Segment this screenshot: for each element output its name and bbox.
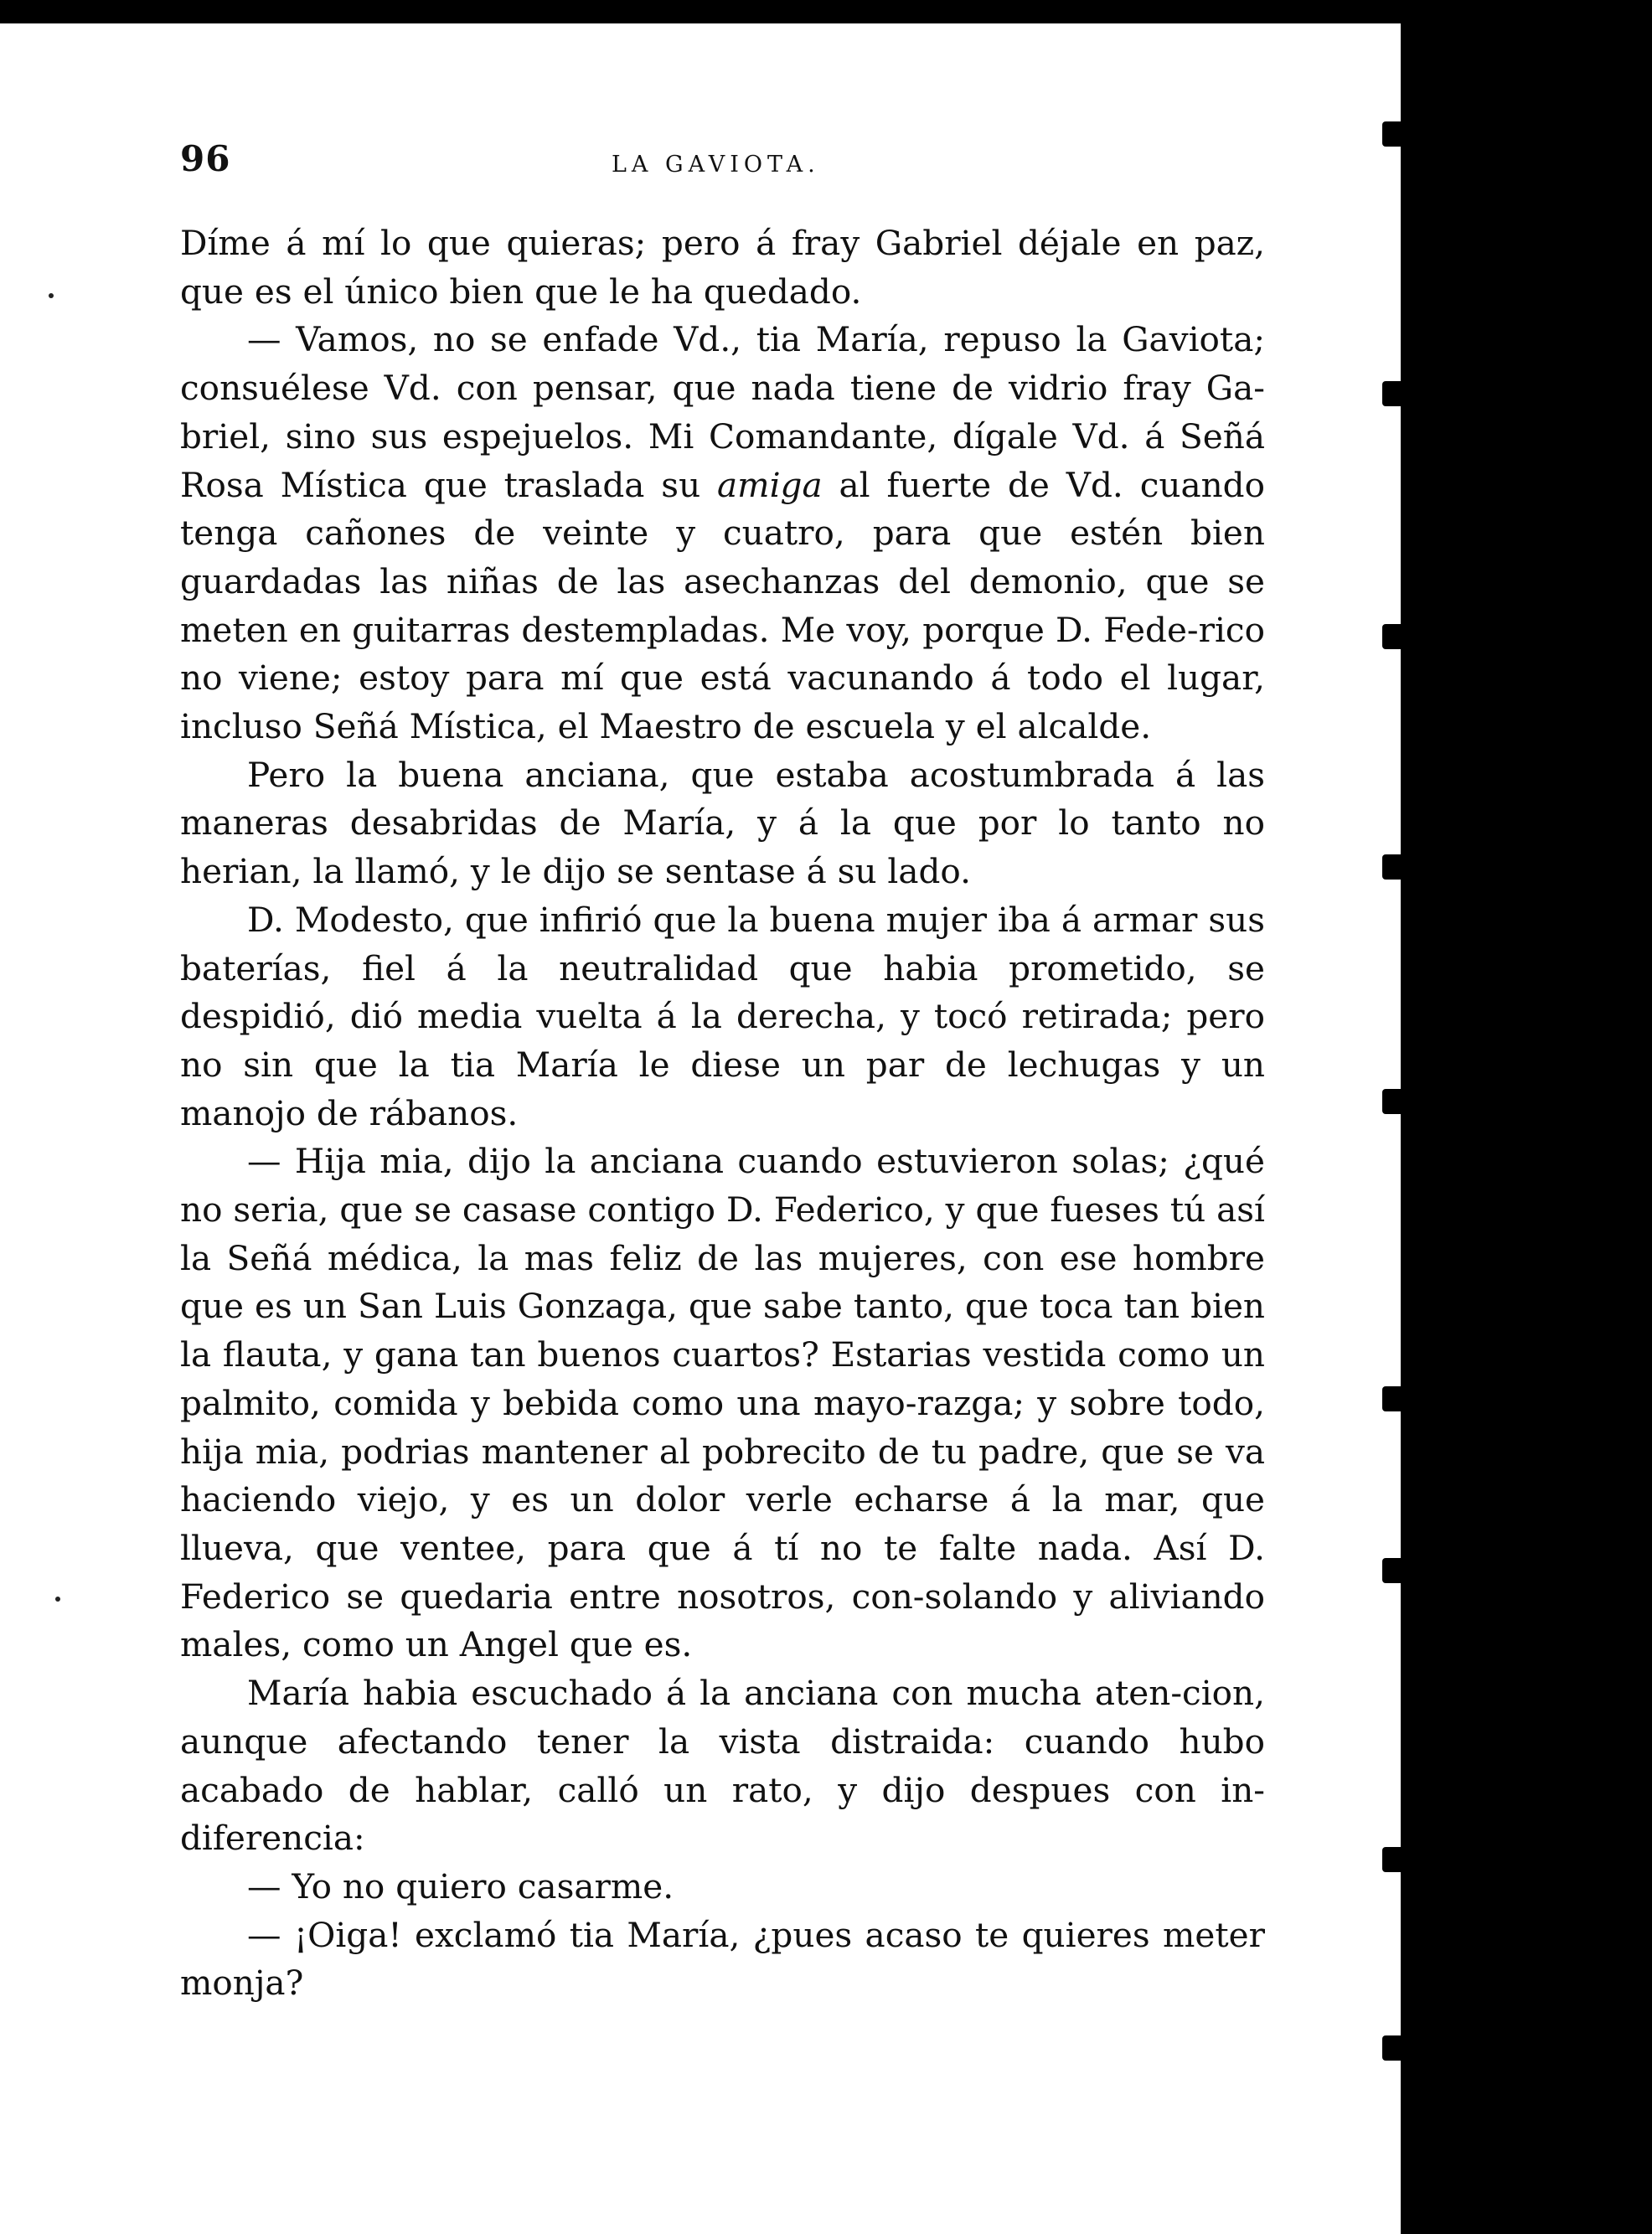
page-edge-mark xyxy=(1382,121,1401,147)
body-text xyxy=(180,219,1265,2008)
running-title: LA GAVIOTA. xyxy=(612,152,820,178)
page-edge-mark xyxy=(1382,1847,1401,1872)
paragraph-5: — Hija mia, dijo la anciana cuando estuvieron solas; ¿qué no seria, que se casase contigo D. Federico, y que fueses tú así la Señá médica, la mas feliz de las mujeres, con ese hombre que es un San Luis Gonzaga, que sabe tanto, que toca tan bien la flauta, y gana tan buenos cuartos? Estarias vestida como un palmito, comida y bebida como una mayo-razga; y sobre todo, hija mia, podrias mantener al pobrecito de tu padre, que se va haciendo viejo, y es un dolor verle echarse á la mar, que llueva, que ventee, para que á tí no te falte nada. Así D. Federico se quedaria entre nosotros, con-solando y aliviando males, como un Angel que es. xyxy=(180,1141,1266,1665)
paragraph-1: Díme á mí lo que quieras; pero á fray Gabriel déjale en paz, que es el único bien que le ha quedado. xyxy=(180,223,1265,312)
page-edge-mark xyxy=(1382,2035,1401,2061)
paragraph-3: Pero la buena anciana, que estaba acostumbrada á las maneras desabridas de María, y á la que por lo tanto no herian, la llamó, y le dijo se sentase á su lado. xyxy=(180,754,1265,892)
ink-speck xyxy=(49,293,54,298)
paragraph-2: — Vamos, no se enfade Vd., tia María, repuso la Gaviota; consuélese Vd. con pensar, que nada tiene de vidrio fray Ga-briel, sino sus espejuelos. Mi Comandante, dígale Vd. á Señá Rosa Mística que traslada su amiga al fuerte de Vd. cuando tenga cañones de veinte y cuatro, para que estén bien guardadas las niñas de las asechanzas del demonio, que se meten en guitarras destempladas. Me voy, porque D. Fede-rico no viene; estoy para mí que está vacunando á todo el lugar, incluso Señá Mística, el Maestro de escuela y el alcalde. xyxy=(180,319,1265,747)
page-edge-mark xyxy=(1382,1558,1401,1583)
italic-word: amiga xyxy=(717,464,823,505)
paragraph-7: — Yo no quiero casarme. xyxy=(247,1865,674,1906)
line-with-italic: Señá Rosa Mística que traslada su amiga al fuerte de Vd. xyxy=(180,415,1265,505)
page-edge-mark xyxy=(1382,624,1401,649)
page-edge-mark xyxy=(1382,381,1401,406)
page-header xyxy=(180,138,1269,188)
ink-speck xyxy=(55,1597,60,1602)
paragraph-8: — ¡Oiga! exclamó tia María, ¿pues acaso te quieres meter monja? xyxy=(180,1914,1265,2004)
paragraph-6: María habia escuchado á la anciana con mucha aten-cion, aunque afectando tener la vista distraida: cuando hubo acabado de hablar, calló un rato, y dijo despues con in-diferencia: xyxy=(180,1673,1265,1859)
paragraph-4: D. Modesto, que infirió que la buena mujer iba á armar sus baterías, fiel á la neutralidad que habia prometido, se despidió, dió media vuelta á la derecha, y tocó retirada; pero no sin que la tia María le diese un par de lechugas y un manojo de rábanos. xyxy=(180,899,1265,1133)
page-edge-mark xyxy=(1382,1386,1401,1411)
scan-right-border xyxy=(1401,0,1652,2234)
page-edge-mark xyxy=(1382,1089,1401,1114)
page-edge-mark xyxy=(1382,854,1401,880)
page-number: 96 xyxy=(180,138,231,179)
